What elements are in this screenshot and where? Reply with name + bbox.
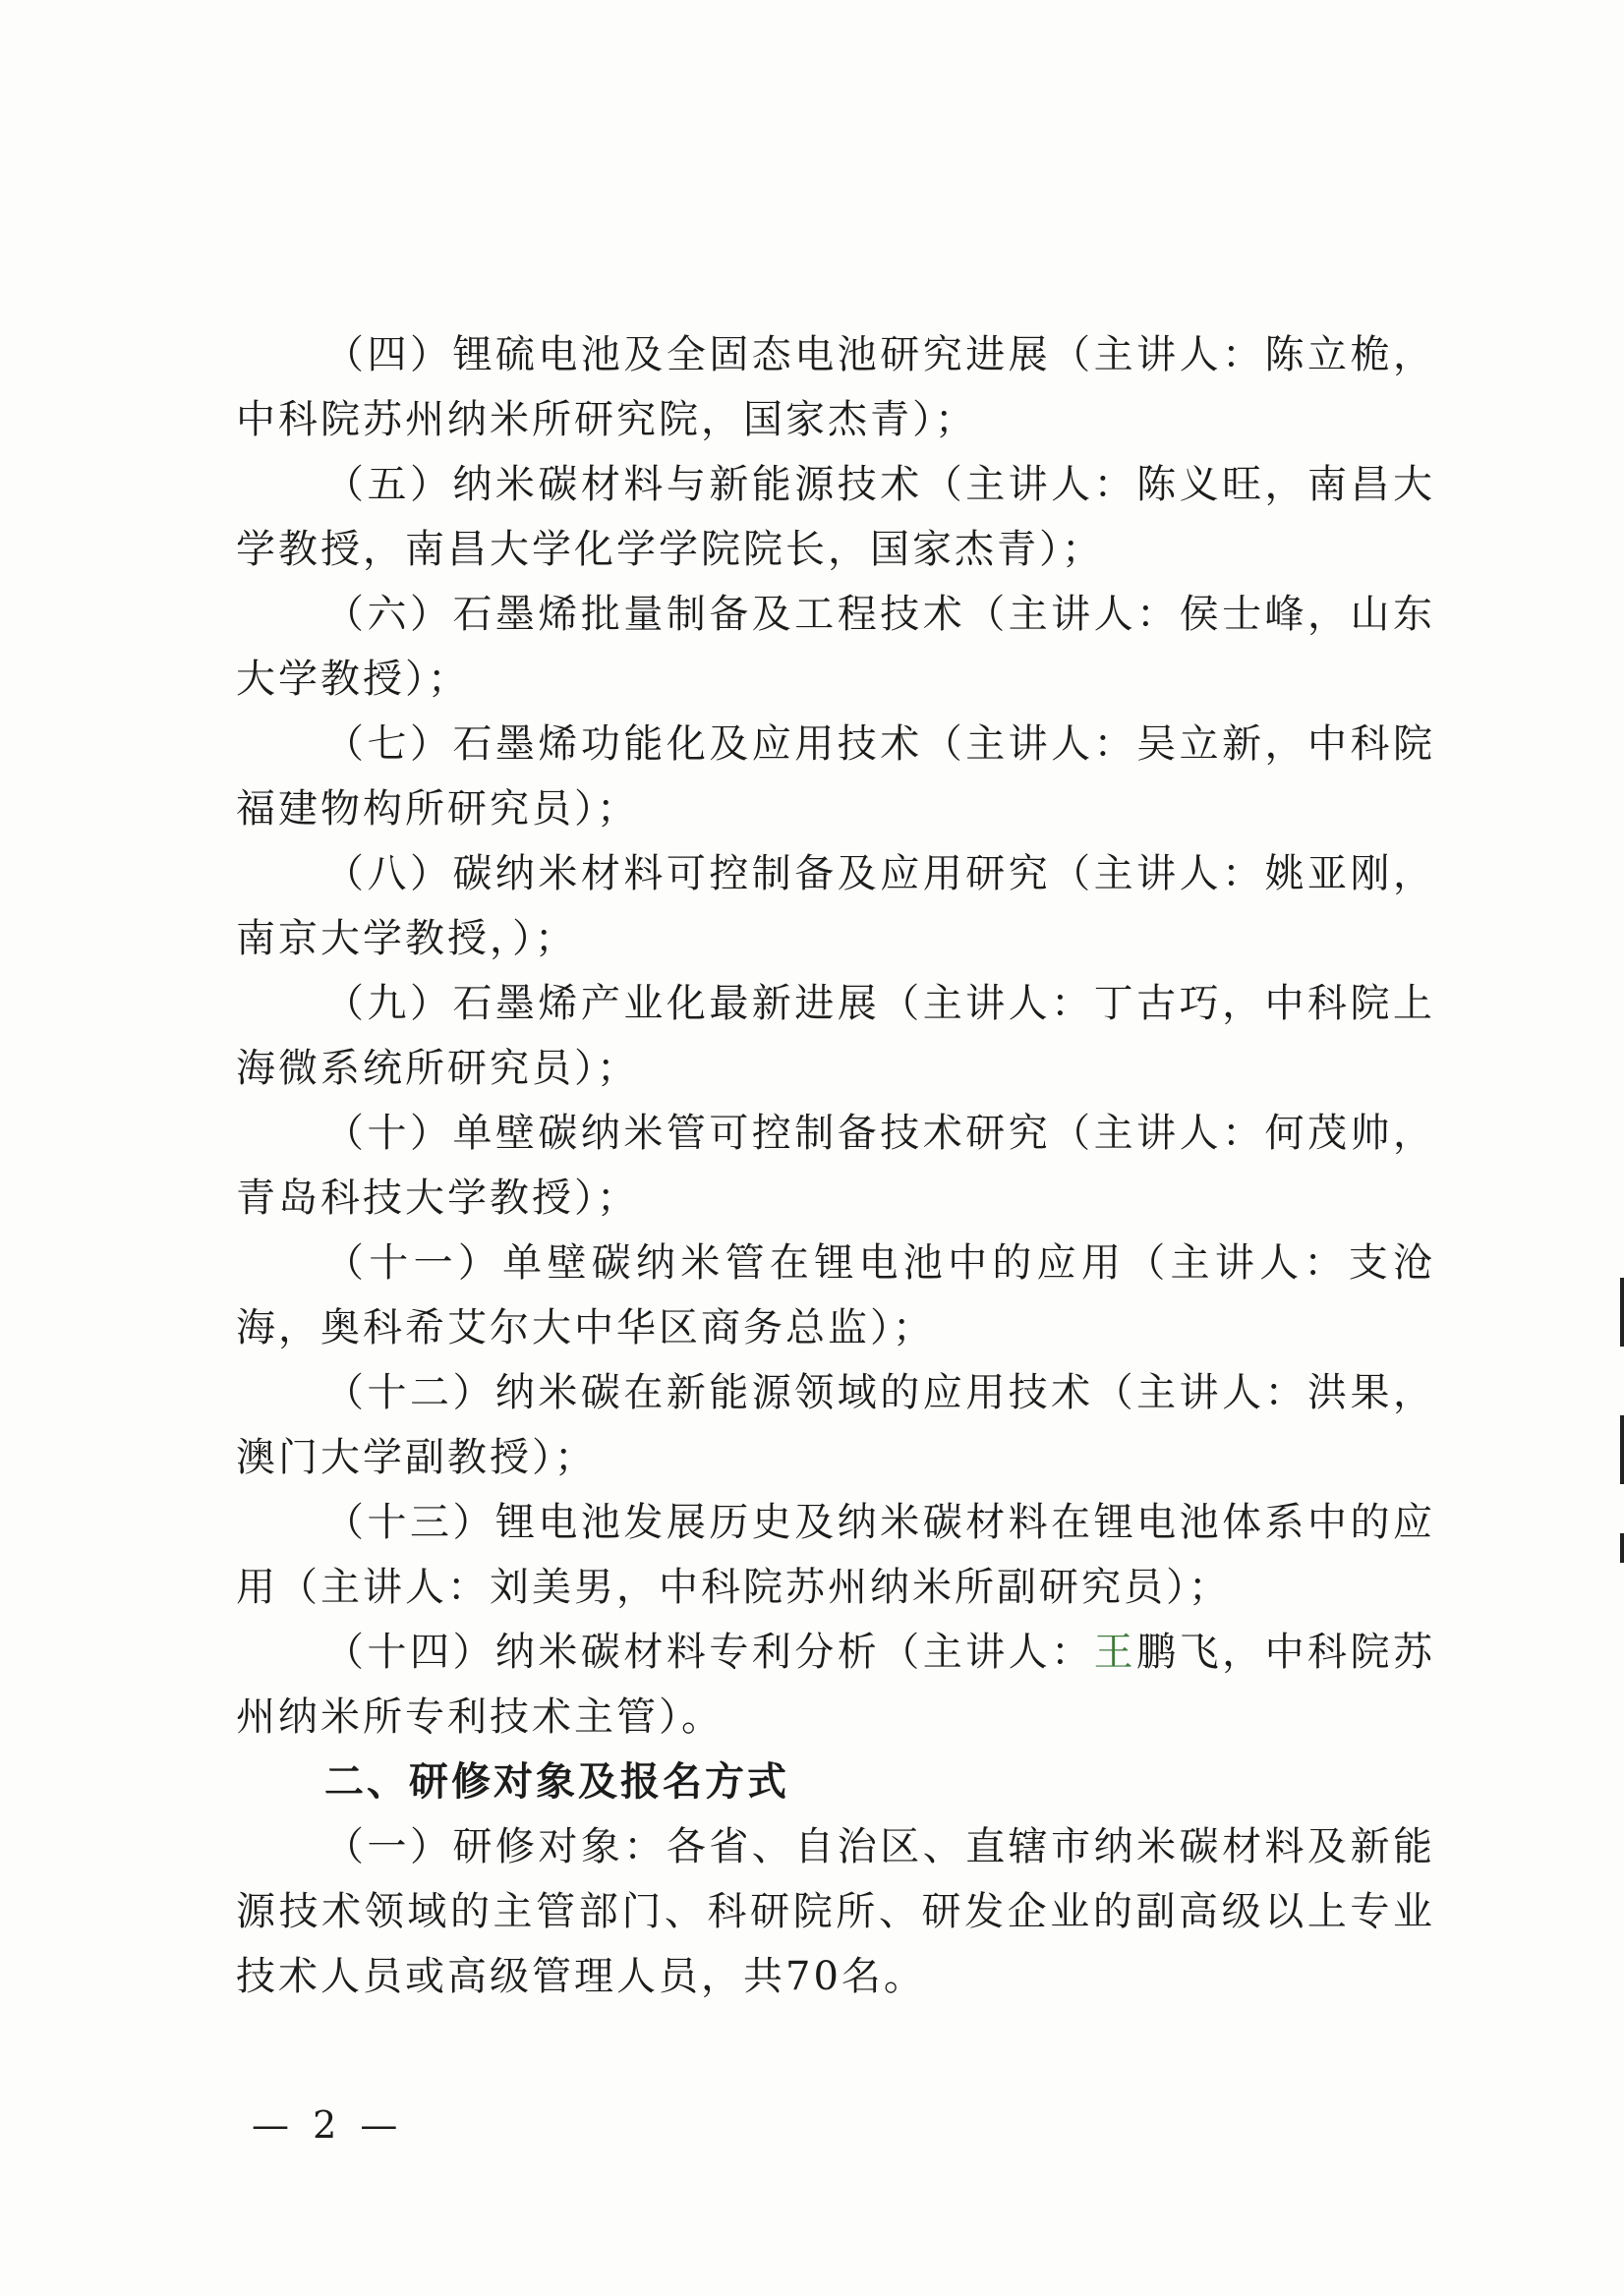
list-item-14	[236, 1620, 1435, 1750]
list-item: （五）纳米碳材料与新能源技术（主讲人：陈义旺，南昌大学教授，南昌大学化学学院院长，国家杰青）；	[236, 462, 1435, 572]
list-item: （八）碳纳米材料可控制备及应用研究（主讲人：姚亚刚，南京大学教授，）；	[236, 851, 1435, 961]
item14-before: （十四）纳米碳材料专利分析（主讲人：	[324, 1630, 1094, 1675]
item14-after: 鹏飞，中科院苏州纳米所专利技术主管）。	[236, 1630, 1436, 1740]
list-item: （七）石墨烯功能化及应用技术（主讲人：吴立新，中科院福建物构所研究员）；	[236, 721, 1435, 832]
scan-edge-mark	[1620, 1415, 1624, 1484]
document-body	[236, 322, 1435, 2009]
scan-edge-mark	[1620, 1278, 1624, 1347]
list-item: （十）单壁碳纳米管可控制备技术研究（主讲人：何茂帅，青岛科技大学教授）；	[236, 1111, 1435, 1221]
list-item: （十一）单壁碳纳米管在锂电池中的应用（主讲人：支沧海，奥科希艾尔大中华区商务总监）；	[236, 1240, 1435, 1350]
list-item: （四）锂硫电池及全固态电池研究进展（主讲人：陈立桅，中科院苏州纳米所研究院，国家杰青）；	[236, 332, 1435, 442]
list-item: （九）石墨烯产业化最新进展（主讲人：丁古巧，中科院上海微系统所研究员）；	[236, 981, 1435, 1091]
list-item: （十二）纳米碳在新能源领域的应用技术（主讲人：洪果，澳门大学副教授）；	[236, 1370, 1435, 1480]
list-item: （六）石墨烯批量制备及工程技术（主讲人：侯士峰，山东大学教授）；	[236, 592, 1435, 702]
page-number: — 2 —	[252, 2103, 404, 2147]
section-item: （一）研修对象：各省、自治区、直辖市纳米碳材料及新能源技术领域的主管部门、科研院所、研发企业的副高级以上专业技术人员或高级管理人员，共70名。	[236, 1824, 1435, 1999]
list-item: （十三）锂电池发展历史及纳米碳材料在锂电池体系中的应用（主讲人：刘美男，中科院苏州纳米所副研究员）；	[236, 1500, 1435, 1610]
section-heading: 二、研修对象及报名方式	[324, 1759, 789, 1805]
item14-highlight: 王	[1093, 1630, 1137, 1675]
scan-edge-mark	[1620, 1533, 1624, 1563]
